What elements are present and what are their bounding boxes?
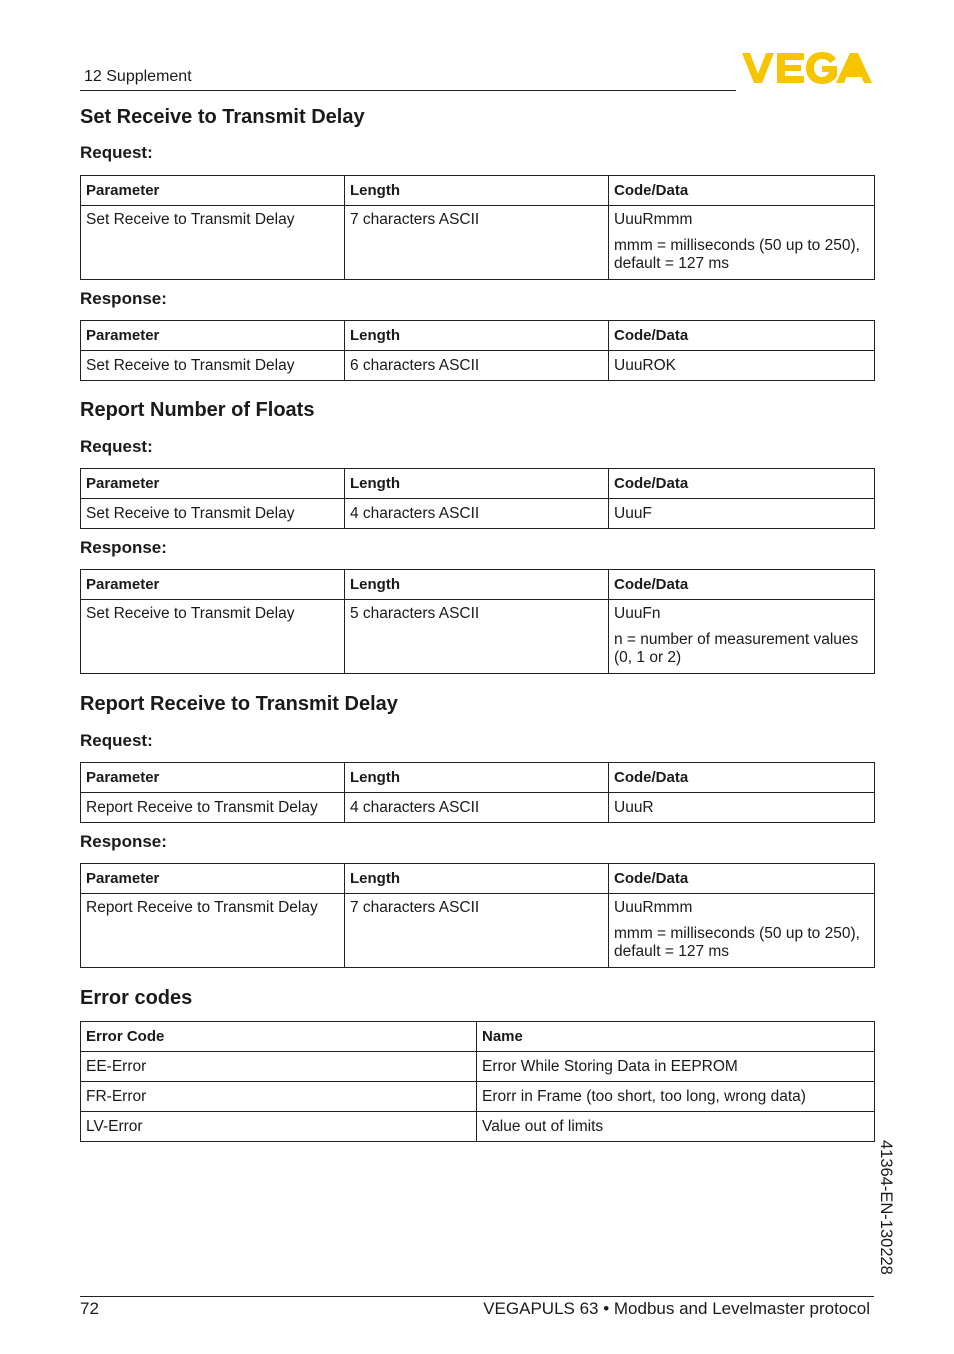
code-cell: UuuROK (609, 351, 875, 381)
page-number: 72 (80, 1299, 99, 1318)
code-value: UuuFn (614, 605, 661, 622)
column-header: Parameter (81, 763, 345, 793)
floats-request-table (80, 468, 875, 529)
footer-document-title: VEGAPULS 63 • Modbus and Levelmaster protocol (483, 1299, 870, 1318)
section-title-number-of-floats: Report Number of Floats (80, 399, 315, 421)
section-title-set-delay: Set Receive to Transmit Delay (80, 106, 365, 128)
request-label: Request: (80, 143, 153, 162)
error-code-cell: EE-Error (81, 1052, 477, 1082)
code-value: UuuRmmm (614, 211, 693, 228)
column-header: Name (477, 1022, 875, 1052)
table-row (81, 1082, 875, 1112)
table-row (81, 600, 875, 674)
table-row (81, 793, 875, 823)
table-header-row (81, 1022, 875, 1052)
table-row (81, 1052, 875, 1082)
table-row (81, 206, 875, 280)
table-header-row (81, 864, 875, 894)
length-cell: 4 characters ASCII (345, 793, 609, 823)
section-title-error-codes: Error codes (80, 987, 193, 1009)
length-cell: 7 characters ASCII (345, 206, 609, 280)
code-note: mmm = milliseconds (50 up to 250), default = 127 ms (614, 237, 860, 272)
length-cell: 4 characters ASCII (345, 499, 609, 529)
error-name-cell: Error While Storing Data in EEPROM (477, 1052, 875, 1082)
error-name-cell: Erorr in Frame (too short, too long, wrong data) (477, 1082, 875, 1112)
parameter-cell: Set Receive to Transmit Delay (81, 351, 345, 381)
column-header: Parameter (81, 864, 345, 894)
code-note: n = number of measurement values (0, 1 or 2) (614, 631, 859, 666)
column-header: Code/Data (609, 321, 875, 351)
table-header-row (81, 469, 875, 499)
table-row (81, 1112, 875, 1142)
column-header: Length (345, 570, 609, 600)
column-header: Parameter (81, 176, 345, 206)
parameter-cell: Report Receive to Transmit Delay (81, 894, 345, 968)
error-name-cell: Value out of limits (477, 1112, 875, 1142)
set-delay-response-table (80, 320, 875, 381)
table-header-row (81, 763, 875, 793)
parameter-cell: Set Receive to Transmit Delay (81, 499, 345, 529)
column-header: Parameter (81, 469, 345, 499)
parameter-cell: Set Receive to Transmit Delay (81, 600, 345, 674)
set-delay-request-table (80, 175, 875, 280)
footer-divider (80, 1296, 874, 1297)
column-header: Length (345, 321, 609, 351)
report-delay-response-table (80, 863, 875, 968)
response-label: Response: (80, 289, 167, 308)
table-row (81, 894, 875, 968)
error-code-cell: FR-Error (81, 1082, 477, 1112)
vega-logo (742, 52, 874, 84)
request-label: Request: (80, 437, 153, 456)
column-header: Code/Data (609, 469, 875, 499)
column-header: Length (345, 469, 609, 499)
column-header: Parameter (81, 570, 345, 600)
response-label: Response: (80, 538, 167, 557)
length-cell: 6 characters ASCII (345, 351, 609, 381)
header-divider (80, 90, 736, 91)
section-title-report-delay: Report Receive to Transmit Delay (80, 693, 398, 715)
header-section-title: 12 Supplement (84, 68, 192, 85)
column-header: Length (345, 864, 609, 894)
code-cell (609, 206, 875, 280)
parameter-cell: Set Receive to Transmit Delay (81, 206, 345, 280)
column-header: Code/Data (609, 570, 875, 600)
code-cell: UuuR (609, 793, 875, 823)
code-cell (609, 600, 875, 674)
column-header: Code/Data (609, 176, 875, 206)
column-header: Code/Data (609, 763, 875, 793)
error-code-cell: LV-Error (81, 1112, 477, 1142)
error-codes-table (80, 1021, 875, 1142)
code-value: UuuRmmm (614, 899, 693, 916)
code-note: mmm = milliseconds (50 up to 250), default = 127 ms (614, 925, 860, 960)
column-header: Parameter (81, 321, 345, 351)
parameter-cell: Report Receive to Transmit Delay (81, 793, 345, 823)
document-code-vertical: 41364-EN-130228 (877, 1140, 895, 1275)
request-label: Request: (80, 731, 153, 750)
column-header: Code/Data (609, 864, 875, 894)
code-cell: UuuF (609, 499, 875, 529)
table-header-row (81, 321, 875, 351)
code-cell (609, 894, 875, 968)
length-cell: 7 characters ASCII (345, 894, 609, 968)
floats-response-table (80, 569, 875, 674)
column-header: Length (345, 176, 609, 206)
column-header: Error Code (81, 1022, 477, 1052)
table-header-row (81, 176, 875, 206)
table-header-row (81, 570, 875, 600)
table-row (81, 499, 875, 529)
report-delay-request-table (80, 762, 875, 823)
table-row (81, 351, 875, 381)
response-label: Response: (80, 832, 167, 851)
length-cell: 5 characters ASCII (345, 600, 609, 674)
column-header: Length (345, 763, 609, 793)
